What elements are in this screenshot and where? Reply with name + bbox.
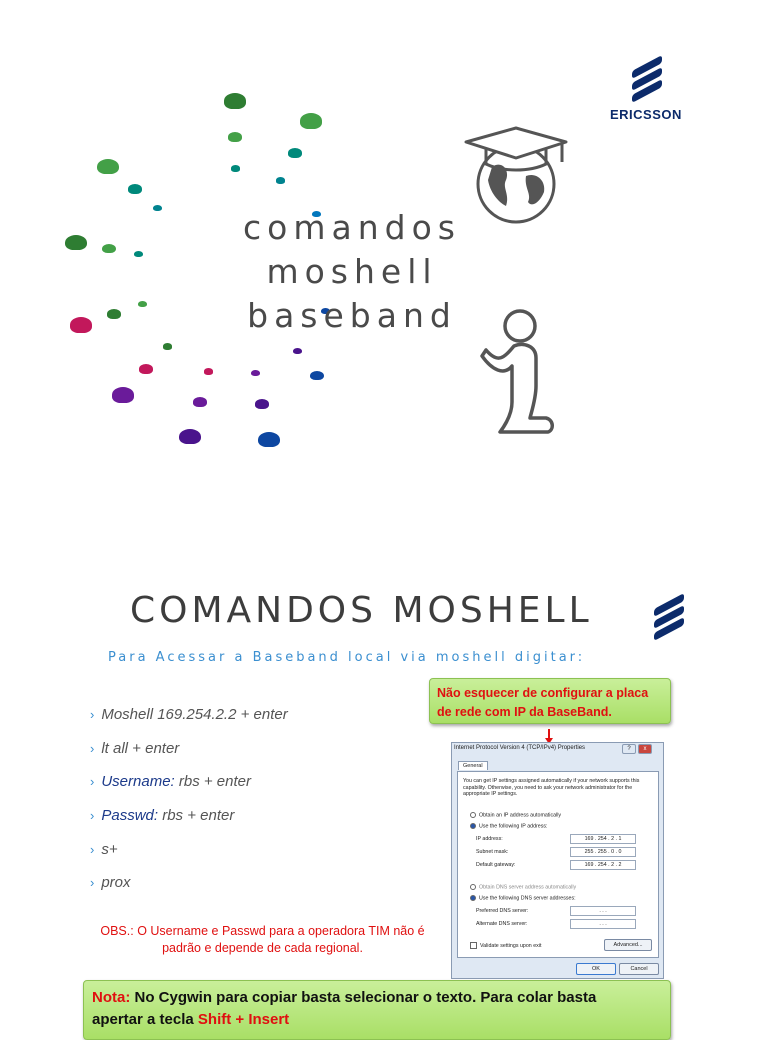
decorative-dot <box>128 184 142 194</box>
close-button[interactable]: x <box>638 744 652 754</box>
bullet-item: › s+ <box>90 841 118 858</box>
decorative-dot <box>310 371 324 381</box>
slide-title: COMANDOS MOSHELL <box>130 590 593 631</box>
bullet-item: › Username: rbs + enter <box>90 773 251 790</box>
ericsson-logo-small <box>650 595 690 640</box>
bullet-arrow-icon: › <box>90 808 95 823</box>
nota-box: Nota: No Cygwin para copiar basta selecionar o texto. Para colar basta apertar a tecla Shift + Insert <box>83 980 671 1040</box>
dialog-intro-text: You can get IP settings assigned automatically if your network supports this capability. Otherwise, you need to ask your network administrator for the appropriate IP settings. <box>463 778 640 797</box>
tab-general[interactable]: General <box>458 761 488 770</box>
ericsson-logo <box>610 55 690 125</box>
graduation-globe-icon <box>462 122 570 230</box>
decorative-dot <box>251 370 260 376</box>
bullet-item: › prox <box>90 874 131 891</box>
bullet-arrow-icon: › <box>90 875 95 890</box>
decorative-dot <box>293 348 302 354</box>
decorative-dot <box>65 235 87 250</box>
bullet-arrow-icon: › <box>90 741 95 756</box>
preferred-dns-field[interactable]: . . . <box>570 906 636 916</box>
default-gateway-field[interactable]: 169 . 254 . 2 . 2 <box>570 860 636 870</box>
bullet-item: › Moshell 169.254.2.2 + enter <box>90 706 288 723</box>
checkbox-icon <box>470 942 477 949</box>
default-gateway-label: Default gateway: <box>476 862 516 868</box>
radio-selected-icon <box>470 823 476 829</box>
radio-auto-dns[interactable]: Obtain DNS server address automatically <box>470 884 576 891</box>
decorative-dot <box>134 251 143 257</box>
dialog-panel <box>457 771 659 958</box>
bullet-arrow-icon: › <box>90 774 95 789</box>
radio-static-ip[interactable]: Use the following IP address: <box>470 823 548 830</box>
radio-selected-icon <box>470 895 476 901</box>
ipv4-properties-dialog <box>451 742 664 979</box>
decorative-dot <box>102 244 116 254</box>
help-button[interactable]: ? <box>622 744 636 754</box>
decorative-dot <box>163 343 172 349</box>
slide-subtitle: Para Acessar a Baseband local via moshell digitar: <box>108 650 586 665</box>
callout-box: Não esquecer de configurar a placa de rede com IP da BaseBand. <box>429 678 671 724</box>
decorative-dot <box>276 177 285 183</box>
validate-checkbox[interactable]: Validate settings upon exit <box>470 942 541 949</box>
advanced-button[interactable]: Advanced... <box>604 939 652 951</box>
cover-title-line-2: moshell <box>266 252 438 291</box>
radio-icon <box>470 812 476 818</box>
decorative-dot <box>255 399 269 409</box>
decorative-dot <box>70 317 92 332</box>
radio-static-dns[interactable]: Use the following DNS server addresses: <box>470 895 576 902</box>
radio-auto-ip[interactable]: Obtain an IP address automatically <box>470 812 561 819</box>
subnet-mask-label: Subnet mask: <box>476 849 509 855</box>
decorative-dot <box>224 93 246 108</box>
bullet-arrow-icon: › <box>90 707 95 722</box>
decorative-dot <box>112 387 134 402</box>
decorative-dot <box>107 309 121 319</box>
decorative-dot <box>228 132 242 142</box>
bullet-item: › Passwd: rbs + enter <box>90 807 235 824</box>
decorative-dot <box>139 364 153 374</box>
decorative-dot <box>179 429 201 444</box>
ip-address-field[interactable]: 169 . 254 . 2 . 1 <box>570 834 636 844</box>
decorative-dot <box>97 159 119 174</box>
decorative-dot <box>231 165 240 171</box>
decorative-dot <box>258 432 280 447</box>
obs-note: OBS.: O Username e Passwd para a operadora TIM não é padrão e depende de cada regional. <box>100 924 425 955</box>
bullet-arrow-icon: › <box>90 842 95 857</box>
dialog-title: Internet Protocol Version 4 (TCP/IPv4) Properties <box>454 745 586 751</box>
cover-title-line-3: baseband <box>247 296 457 335</box>
decorative-dot <box>193 397 207 407</box>
decorative-dot <box>138 301 147 307</box>
radio-icon <box>470 884 476 890</box>
ericsson-logo-text: ERICSSON <box>610 107 682 122</box>
decorative-dot <box>204 368 213 374</box>
alternate-dns-label: Alternate DNS server: <box>476 921 528 927</box>
ok-button[interactable]: OK <box>576 963 616 975</box>
preferred-dns-label: Preferred DNS server: <box>476 908 529 914</box>
decorative-dot <box>153 205 162 211</box>
cancel-button[interactable]: Cancel <box>619 963 659 975</box>
kneeling-person-icon <box>474 306 558 442</box>
decorative-dot <box>288 148 302 158</box>
ip-address-label: IP address: <box>476 836 503 842</box>
cover-title-line-1: comandos <box>243 208 461 247</box>
subnet-mask-field[interactable]: 255 . 255 . 0 . 0 <box>570 847 636 857</box>
decorative-dot <box>300 113 322 128</box>
bullet-item: › lt all + enter <box>90 740 180 757</box>
alternate-dns-field[interactable]: . . . <box>570 919 636 929</box>
